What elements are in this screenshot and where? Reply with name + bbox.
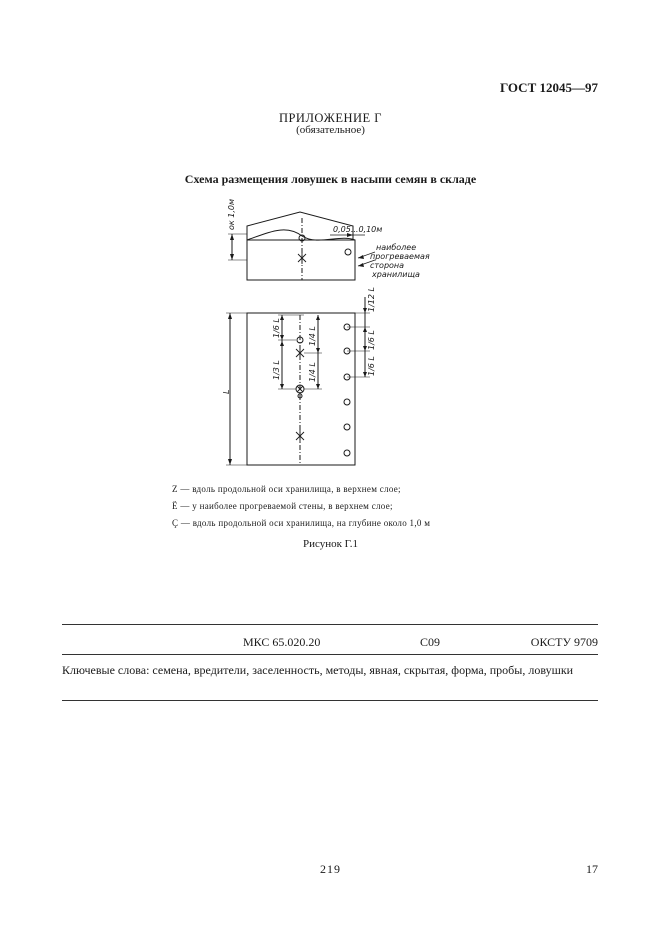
depth-label: 0,05...0,10м xyxy=(333,225,383,234)
standard-designation: ГОСТ 12045—97 xyxy=(499,80,598,95)
dim-one-sixth-a: 1/6 L xyxy=(272,318,281,338)
side-note-line-2: прогреваемая xyxy=(370,252,430,261)
legend-item-warm-wall xyxy=(172,501,393,511)
legend-symbol: Ç xyxy=(172,518,179,528)
trap-placement-diagram xyxy=(190,190,450,475)
legend-text: — вдоль продольной оси хранилища, в верхнем слое; xyxy=(180,484,401,494)
classification-code: С09 xyxy=(420,635,441,649)
dim-one-sixth-c: 1/6 L xyxy=(367,356,376,376)
keywords: Ключевые слова: семена, вредители, заселенность, методы, явная, скрытая, форма, пробы, ловушки xyxy=(62,663,574,677)
legend-text: — вдоль продольной оси хранилища, на глубине около 1,0 м xyxy=(180,518,431,528)
mks-code: МКС 65.020.20 xyxy=(243,635,321,649)
scheme-title: Схема размещения ловушек в насыпи семян в складе xyxy=(184,172,477,186)
legend-symbol: Z xyxy=(172,484,178,494)
dim-one-sixth-b: 1/6 L xyxy=(367,330,376,350)
length-label: L xyxy=(222,389,231,394)
dim-one-third: 1/3 L xyxy=(272,360,281,380)
divider-middle xyxy=(62,654,598,655)
dim-one-quarter-a: 1/4 L xyxy=(308,326,317,346)
appendix-title: ПРИЛОЖЕНИЕ Г xyxy=(278,111,383,125)
side-note-line-4: хранилища xyxy=(372,270,420,279)
page-number: 219 xyxy=(320,862,341,876)
divider-bottom xyxy=(62,700,598,701)
legend-item-axis-top xyxy=(172,484,401,494)
okstu-code: ОКСТУ 9709 xyxy=(530,635,598,649)
height-label: ок 1,0м xyxy=(227,198,236,230)
storage-plan-view xyxy=(222,287,376,465)
appendix-subtitle: (обязательное) xyxy=(296,124,365,136)
storage-cross-section xyxy=(227,199,430,280)
divider-top xyxy=(62,624,598,625)
side-note-line-1: наиболее xyxy=(376,243,417,252)
sheet-number: 17 xyxy=(586,862,598,876)
dim-one-twelfth: 1/12 L xyxy=(367,287,376,312)
figure-caption: Рисунок Г.1 xyxy=(302,538,359,550)
legend-symbol: Ё xyxy=(172,501,178,511)
legend-text: — у наиболее прогреваемой стены, в верхнем слое; xyxy=(180,501,393,511)
legend-item-axis-deep xyxy=(172,518,430,528)
side-note-line-3: сторона xyxy=(370,261,405,270)
dim-one-quarter-b: 1/4 L xyxy=(308,362,317,382)
